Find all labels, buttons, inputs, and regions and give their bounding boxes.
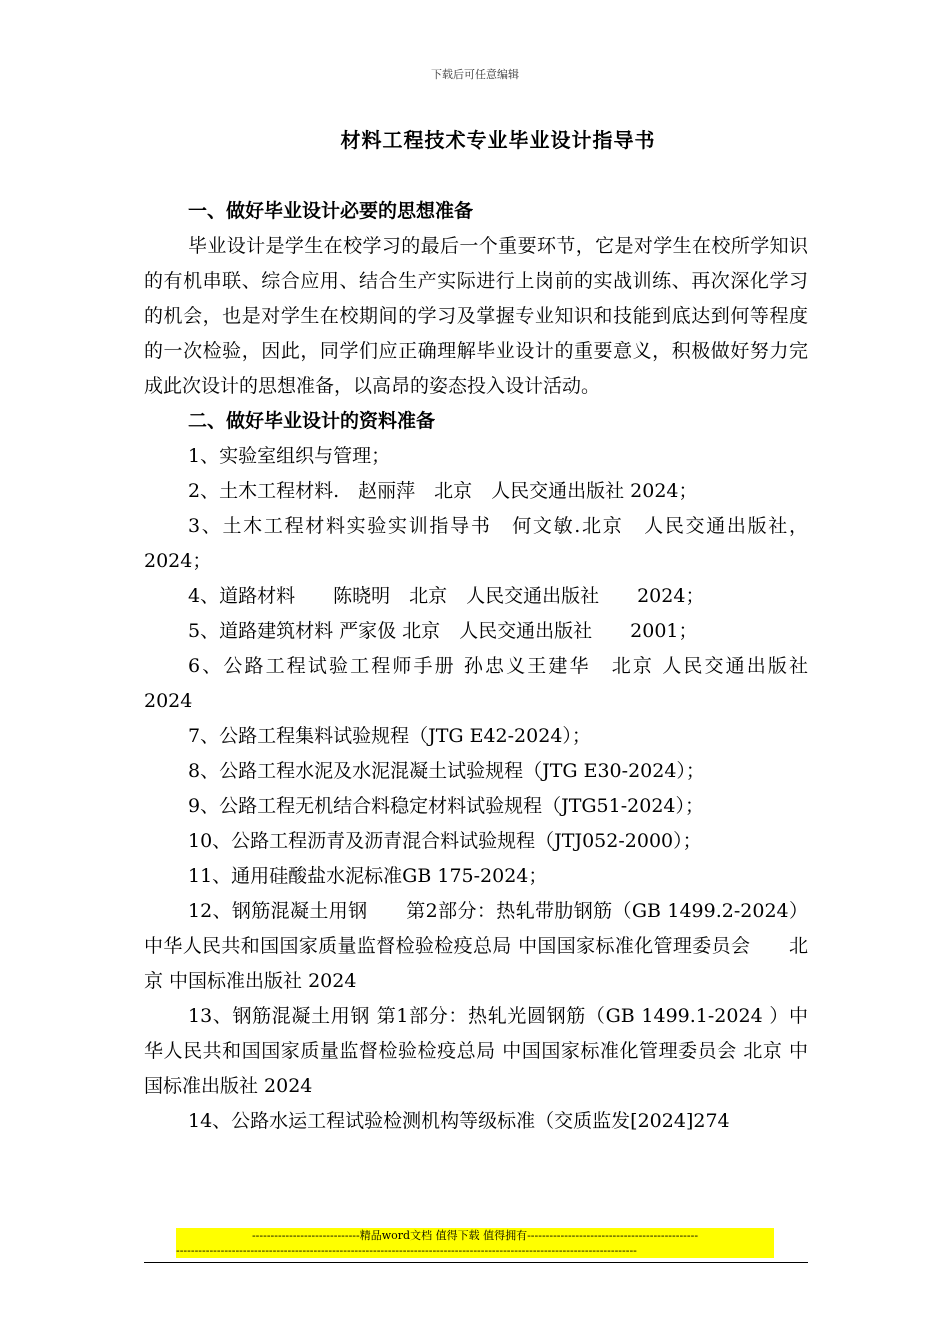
footer-banner-dashes: ----------------------------------------------------------------------------------------------------------------------------: [176, 1244, 637, 1257]
footer-divider: [144, 1262, 808, 1263]
section-heading-thought: 一、做好毕业设计必要的思想准备: [188, 200, 474, 222]
reference-item: 1、实验室组织与管理；: [188, 445, 391, 467]
reference-item: 10、公路工程沥青及沥青混合料试验规程（JTJ052-2000）；: [188, 830, 702, 852]
reference-item: 9、公路工程无机结合料稳定材料试验规程（JTG51-2024）；: [188, 795, 705, 817]
reference-item: 6、公路工程试验工程师手册 孙忠义王建华 北京 人民交通出版社 2024: [144, 655, 828, 712]
reference-item: 14、公路水运工程试验检测机构等级标准（交质监发[2024]274: [188, 1110, 730, 1132]
reference-item: 2、土木工程材料. 赵丽萍 北京 人民交通出版社 2024；: [188, 480, 698, 502]
document-title: 材料工程技术专业毕业设计指导书: [340, 128, 656, 152]
section-paragraph-thought: 毕业设计是学生在校学习的最后一个重要环节，它是对学生在校所学知识的有机串联、综合应用、结合生产实际进行上岗前的实战训练、再次深化学习的机会，也是对学生在校期间的学习及掌握专业知识和技能到底达到何等程度的一次检验，因此，同学们应正确理解毕业设计的重要意义，积极做好努力完成此次设计的思想准备，以高昂的姿态投入设计活动。: [144, 235, 808, 397]
document-body: [144, 194, 828, 1139]
reference-item: 12、钢筋混凝土用钢 第2部分：热轧带肋钢筋（GB 1499.2-2024）中华人民共和国国家质量监督检验检疫总局 中国国家标准化管理委员会 北京 中国标准出版社 2024: [144, 900, 808, 992]
footer-banner-line: -----------------------------精品word文档 值得下载 值得拥有----------------------------------------------: [251, 1229, 699, 1242]
reference-item: 8、公路工程水泥及水泥混凝土试验规程（JTG E30-2024）；: [188, 760, 705, 782]
section-heading-materials: 二、做好毕业设计的资料准备: [188, 410, 436, 432]
reference-item: 4、道路材料 陈晓明 北京 人民交通出版社 2024；: [188, 585, 705, 607]
reference-item: 5、道路建筑材料 严家伋 北京 人民交通出版社 2001；: [188, 620, 698, 642]
header-note: 下载后可任意编辑: [431, 68, 519, 81]
reference-item: 7、公路工程集料试验规程（JTG E42-2024）；: [188, 725, 591, 747]
footer-banner: [176, 1228, 774, 1258]
reference-item: 3、土木工程材料实验实训指导书 何文敏.北京 人民交通出版社，2024；: [144, 515, 808, 572]
reference-item: 13、钢筋混凝土用钢 第1部分：热轧光圆钢筋（GB 1499.1-2024 ）中华人民共和国国家质量监督检验检疫总局 中国国家标准化管理委员会 北京 中国标准出版社 2024: [144, 1005, 808, 1097]
reference-item: 11、通用硅酸盐水泥标准GB 175-2024；: [188, 865, 548, 887]
